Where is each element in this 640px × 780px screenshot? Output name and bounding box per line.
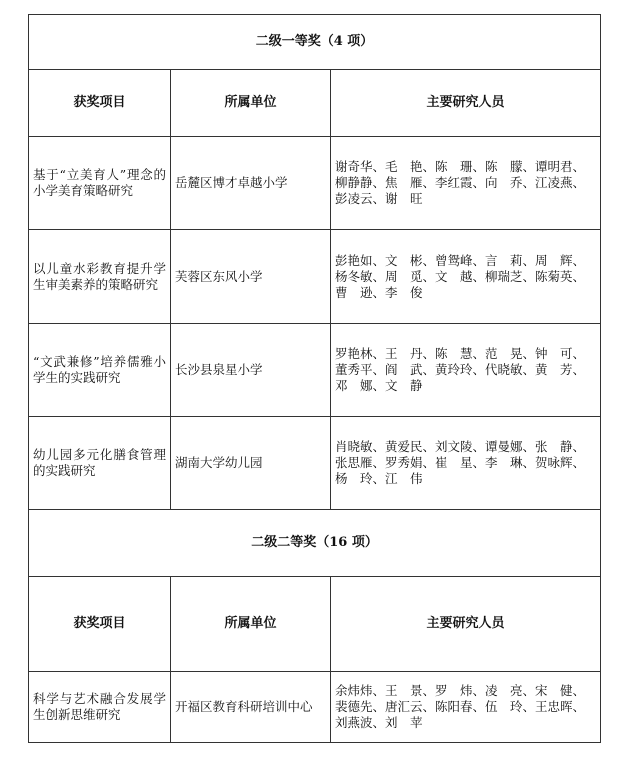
table-row [29,230,601,324]
unit-cell: 芙蓉区东风小学 [171,230,331,324]
people-line: 罗艳林、王 丹、陈 慧、范 晃、钟 可、 [335,346,586,361]
people-line: 裴德先、唐汇云、陈阳春、伍 玲、王忠晖、 [335,699,586,714]
header-unit: 所属单位 [171,577,331,672]
people-line: 杨 玲、江 伟 [335,471,423,486]
people-line: 邓 娜、文 静 [335,378,423,393]
header-people: 主要研究人员 [331,577,601,672]
unit-cell: 岳麓区博才卓越小学 [171,137,331,230]
table-row [29,417,601,510]
header-row [29,70,601,137]
awards-table [28,14,601,743]
people-line: 杨冬敏、周 觅、文 越、柳瑞芝、陈菊英、 [335,268,586,284]
people-cell [331,672,601,743]
unit-cell: 开福区教育科研培训中心 [171,672,331,743]
project-cell: 以儿童水彩教育提升学生审美素养的策略研究 [29,230,171,324]
project-cell: 幼儿园多元化膳食管理的实践研究 [29,417,171,510]
people-cell [331,137,601,230]
people-line: 彭艳如、文 彬、曾鸳峰、言 莉、周 辉、 [335,252,586,268]
people-cell [331,324,601,417]
project-cell: “文武兼修”培养儒雅小学生的实践研究 [29,324,171,417]
people-line: 董秀平、阎 武、黄玲玲、代晓敏、黄 芳、 [335,362,586,377]
header-people: 主要研究人员 [331,70,601,137]
people-line: 谢奇华、毛 艳、陈 珊、陈 朦、谭明君、 [335,159,586,174]
header-row [29,577,601,672]
project-cell: 基于“立美育人”理念的小学美育策略研究 [29,137,171,230]
section-title: 二级二等奖（16 项） [29,510,601,577]
table-row [29,137,601,230]
people-cell [331,230,601,324]
table-row [29,324,601,417]
people-line: 肖晓敏、黄爱民、刘文陵、谭曼娜、张 静、 [335,439,586,454]
people-line: 曹 逊、李 俊 [335,284,423,300]
unit-cell: 湖南大学幼儿园 [171,417,331,510]
people-line: 余炜炜、王 景、罗 炜、凌 亮、宋 健、 [335,683,586,698]
section-title: 二级一等奖（4 项） [29,15,601,70]
header-project: 获奖项目 [29,70,171,137]
section-title-row [29,510,601,577]
people-line: 刘燕波、刘 苹 [335,715,423,730]
people-line: 彭凌云、谢 旺 [335,191,423,206]
people-line: 柳静静、焦 雁、李红霞、向 乔、江凌燕、 [335,175,586,190]
header-unit: 所属单位 [171,70,331,137]
project-cell: 科学与艺术融合发展学生创新思维研究 [29,672,171,743]
people-line: 张思雁、罗秀娟、崔 星、李 琳、贺咏辉、 [335,455,586,470]
people-cell [331,417,601,510]
section-title-row [29,15,601,70]
table-row [29,672,601,743]
unit-cell: 长沙县泉星小学 [171,324,331,417]
header-project: 获奖项目 [29,577,171,672]
